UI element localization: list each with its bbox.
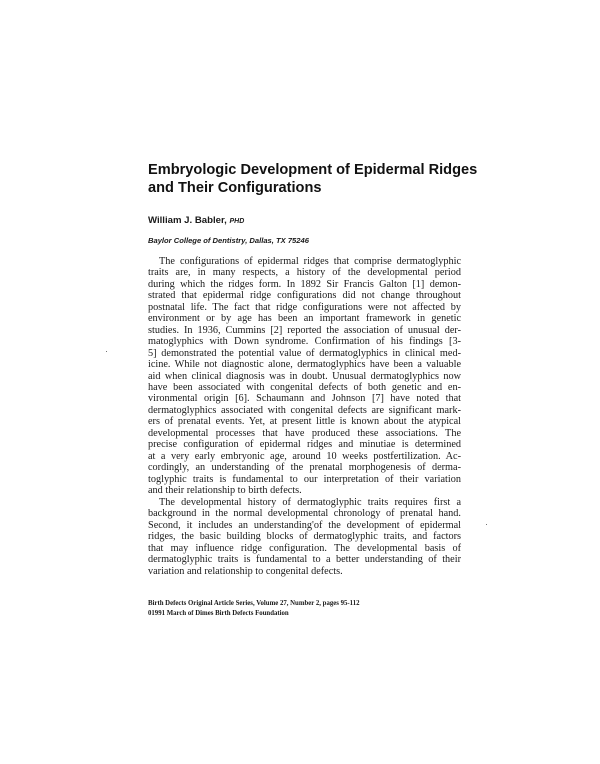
text-line: environment or by age has been an important framework in genetic bbox=[148, 313, 461, 325]
text-line: toglyphic traits is fundamental to our interpretation of their variation bbox=[148, 473, 461, 485]
text-line: at a very early embryonic age, around 10 weeks postfertilization. Ac- bbox=[148, 450, 461, 462]
text-line: postnatal life. The fact that ridge configurations were not affected by bbox=[148, 301, 461, 313]
author-name: William J. Babler, bbox=[148, 215, 227, 226]
text-line: have been associated with congenital defects of both genetic and en- bbox=[148, 381, 461, 393]
text-line: that may influence ridge configuration. The developmental basis of bbox=[148, 542, 461, 554]
text-line: developmental processes that have produced these associations. The bbox=[148, 427, 461, 439]
text-line: strated that epidermal ridge configurations did not change throughout bbox=[148, 290, 461, 302]
text-line: background in the normal developmental chronology of prenatal hand. bbox=[148, 508, 461, 520]
author-line bbox=[148, 215, 244, 226]
text-line: and their relationship to birth defects. bbox=[148, 485, 302, 497]
scan-speck bbox=[106, 351, 107, 352]
text-line: cordingly, an understanding of the prenatal morphogenesis of derma- bbox=[148, 462, 461, 474]
text-line: aid when clinical diagnosis was in doubt. Unusual dermatoglyphics now bbox=[148, 370, 461, 382]
author-degree: PHD bbox=[229, 218, 245, 225]
text-line: variation and relationship to congenital defects. bbox=[148, 565, 343, 577]
article-title bbox=[148, 161, 478, 197]
text-line: ers of prenatal events. Yet, at present little is known about the atypical bbox=[148, 416, 461, 428]
text-line: studies. In 1936, Cummins [2] reported the association of unusual der- bbox=[148, 324, 461, 336]
text-line: precise configuration of epidermal ridges and minutiae is determined bbox=[148, 439, 461, 451]
text-line: Second, it includes an understanding'of the development of epidermal bbox=[148, 519, 461, 531]
title-line-1: Embryologic Development of Epidermal Ridges bbox=[148, 162, 478, 178]
title-line-2: and Their Configurations bbox=[148, 180, 322, 196]
text-line: vironmental origin [6]. Schaumann and Johnson [7] have noted that bbox=[148, 393, 461, 405]
text-line: 5] demonstrated the potential value of dermatoglyphics in clinical med- bbox=[148, 347, 461, 359]
text-line: The developmental history of dermatoglyphic traits requires first a bbox=[159, 497, 461, 508]
text-line: matoglyphics with Down syndrome. Confirmation of his findings [3- bbox=[148, 336, 461, 348]
paragraph-2 bbox=[148, 497, 461, 577]
series-citation: Birth Defects Original Article Series, Volume 27, Number 2, pages 95-112 bbox=[148, 600, 360, 607]
text-line: traits are, in many respects, a history of the developmental period bbox=[148, 267, 461, 279]
paragraph-1 bbox=[148, 256, 461, 497]
text-line: The configurations of epidermal ridges that comprise dermatoglyphic bbox=[159, 256, 461, 267]
scan-speck bbox=[486, 524, 487, 525]
text-line: icine. While not diagnostic alone, dermatoglyphics have been a valuable bbox=[148, 359, 461, 371]
author-affiliation: Baylor College of Dentistry, Dallas, TX 75246 bbox=[148, 236, 309, 245]
copyright-line: 01991 March of Dimes Birth Defects Foundation bbox=[148, 610, 289, 617]
text-line: during which the ridges form. In 1892 Sir Francis Galton [1] demon- bbox=[148, 278, 461, 290]
text-line: dermatoglyphics associated with congenital defects are significant mark- bbox=[148, 404, 461, 416]
page-footer bbox=[148, 599, 360, 619]
text-line: ridges, the basic building blocks of dermatoglyphic traits, and factors bbox=[148, 531, 461, 543]
text-line: dermatoglyphic traits is fundamental to a better understanding of their bbox=[148, 554, 461, 566]
